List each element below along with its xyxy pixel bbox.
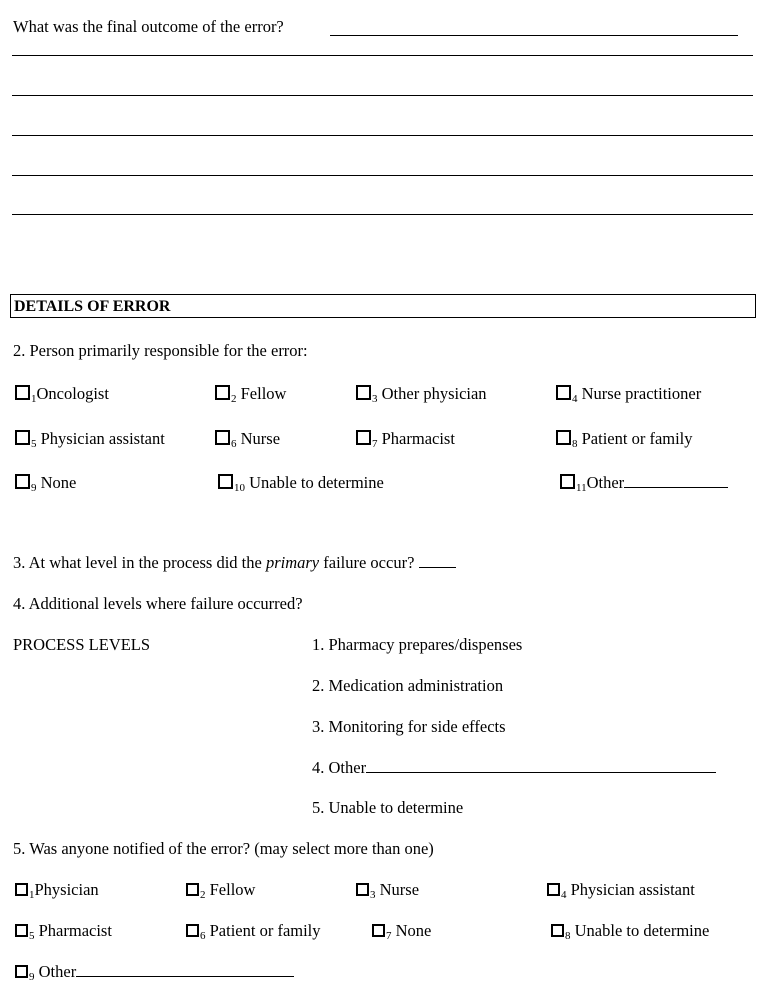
q2-option-pharmacist[interactable]: $_7$ Pharmacist [356, 429, 455, 449]
checkbox-icon[interactable] [15, 474, 30, 489]
checkbox-icon[interactable] [547, 883, 560, 896]
outcome-line-5[interactable] [12, 175, 753, 176]
checkbox-icon[interactable] [551, 924, 564, 937]
q3-label: 3. At what level in the process did the primary failure occur? [13, 553, 456, 573]
checkbox-icon[interactable] [556, 385, 571, 400]
q5-option-pharmacist[interactable]: $_5$ Pharmacist [15, 921, 112, 941]
checkbox-icon[interactable] [372, 924, 385, 937]
q5-option-other[interactable]: $_9$ Other [15, 962, 294, 982]
q2-option-other[interactable]: $_{11}$Other [560, 473, 728, 493]
q2-option-other-physician[interactable]: $_3$ Other physician [356, 384, 487, 404]
outcome-line-6[interactable] [12, 214, 753, 215]
checkbox-icon[interactable] [356, 385, 371, 400]
q2-label: 2. Person primarily responsible for the error: [13, 341, 308, 360]
checkbox-icon[interactable] [186, 883, 199, 896]
q2-other-blank[interactable] [624, 473, 728, 488]
checkbox-icon[interactable] [215, 430, 230, 445]
checkbox-icon[interactable] [15, 385, 30, 400]
q5-option-physician[interactable]: $_1$Physician [15, 880, 99, 900]
q2-option-oncologist[interactable]: $_1$Oncologist [15, 384, 109, 404]
q2-option-unable-to-determine[interactable]: $_{10}$ Unable to determine [218, 473, 384, 493]
checkbox-icon[interactable] [186, 924, 199, 937]
q5-option-none[interactable]: $_7$ None [372, 921, 431, 941]
q2-option-nurse-practitioner[interactable]: $_4$ Nurse practitioner [556, 384, 701, 404]
checkbox-icon[interactable] [15, 924, 28, 937]
section-header [10, 294, 756, 318]
q5-option-unable-to-determine[interactable]: $_8$ Unable to determine [551, 921, 709, 941]
q2-option-fellow[interactable]: $_2$ Fellow [215, 384, 286, 404]
checkbox-icon[interactable] [15, 883, 28, 896]
process-levels-heading: PROCESS LEVELS [13, 635, 151, 654]
process-level-3: 3. Monitoring for side effects [312, 717, 506, 736]
checkbox-icon[interactable] [15, 430, 30, 445]
q5-option-fellow[interactable]: $_2$ Fellow [186, 880, 255, 900]
checkbox-icon[interactable] [560, 474, 575, 489]
q5-option-nurse[interactable]: $_3$ Nurse [356, 880, 419, 900]
outcome-question-label: What was the final outcome of the error? [13, 17, 284, 36]
q4-label: 4. Additional levels where failure occurred? [13, 594, 303, 613]
q5-other-blank[interactable] [76, 962, 294, 977]
q2-option-none[interactable]: $_9$ None [15, 473, 76, 493]
process-level-1: 1. Pharmacy prepares/dispenses [312, 635, 523, 654]
outcome-line-2[interactable] [12, 55, 753, 56]
outcome-question [13, 17, 284, 37]
q2-option-nurse[interactable]: $_6$ Nurse [215, 429, 280, 449]
q5-label: 5. Was anyone notified of the error? (may select more than one) [13, 839, 434, 858]
outcome-line-4[interactable] [12, 135, 753, 136]
checkbox-icon[interactable] [215, 385, 230, 400]
q5-option-physician-assistant[interactable]: $_4$ Physician assistant [547, 880, 695, 900]
checkbox-icon[interactable] [556, 430, 571, 445]
process-other-blank[interactable] [366, 758, 716, 773]
q2-option-patient-or-family[interactable]: $_8$ Patient or family [556, 429, 693, 449]
checkbox-icon[interactable] [218, 474, 233, 489]
checkbox-icon[interactable] [356, 883, 369, 896]
q2-option-physician-assistant[interactable]: $_5$ Physician assistant [15, 429, 165, 449]
q3-answer-blank[interactable] [419, 553, 456, 568]
section-title: DETAILS OF ERROR [14, 298, 171, 315]
process-level-4: 4. Other [312, 758, 716, 778]
checkbox-icon[interactable] [356, 430, 371, 445]
process-level-5: 5. Unable to determine [312, 798, 464, 817]
process-level-2: 2. Medication administration [312, 676, 504, 695]
outcome-answer-line[interactable] [330, 35, 738, 36]
outcome-line-3[interactable] [12, 95, 753, 96]
checkbox-icon[interactable] [15, 965, 28, 978]
q5-option-patient-or-family[interactable]: $_6$ Patient or family [186, 921, 321, 941]
